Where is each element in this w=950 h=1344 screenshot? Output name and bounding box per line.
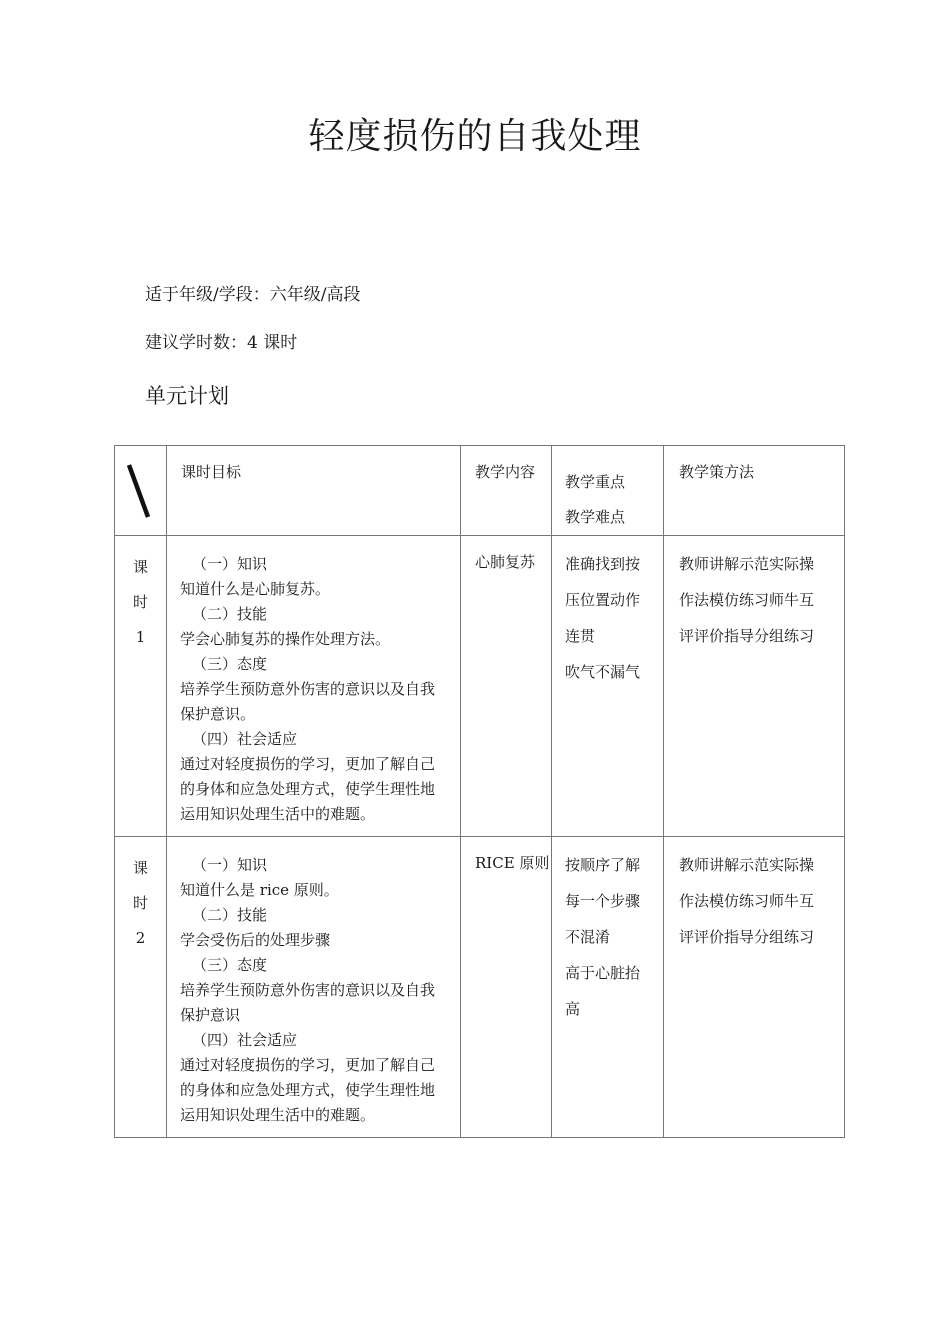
goal-subheading: （三）态度 [192,956,268,974]
lesson-label-cell [115,536,167,837]
lesson-goals-cell [167,837,461,1138]
lesson-key-cell [552,837,664,1138]
goal-text: 学会心肺复苏的操作处理方法。 [180,630,391,648]
header-goal-cell [167,446,461,536]
lesson-goals [167,837,460,1128]
method-line: 评评价指导分组练习 [679,627,815,645]
lesson-goals [167,536,460,827]
lesson-label [115,536,166,655]
section-heading: 单元计划 [145,384,229,408]
header-method: 教学策方法 [679,463,755,481]
lesson-content-cell [461,837,552,1138]
lesson-goals-cell [167,536,461,837]
lesson-method [664,536,844,654]
lesson-label-char: 2 [135,929,146,947]
lesson-label-char: 时 [132,894,148,912]
lesson-method [664,837,844,955]
goal-subheading: （四）社会适应 [192,730,298,748]
goal-text: 的身体和应急处理方式，使学生理性地 [180,1081,436,1099]
goal-subheading: （二）技能 [192,605,268,623]
header-corner-cell [115,446,167,536]
lesson-label-char: 课 [132,859,148,877]
lesson-label-char: 1 [135,628,146,646]
key-point-line: 吹气不漏气 [565,663,641,681]
lesson-content: RICE 原则 [475,854,550,872]
table-row [115,837,845,1138]
goal-text: 知道什么是心肺复苏。 [180,580,331,598]
lesson-key-points [552,837,663,1027]
method-line: 作法模仿练习师牛互 [679,892,815,910]
header-key-group [552,446,663,535]
lesson-content: 心肺复苏 [475,553,536,571]
key-point-line: 每一个步骤 [565,892,641,910]
header-goal: 课时目标 [181,463,242,481]
table-header-row [115,446,845,536]
key-point-line: 高于心脏抬 [565,964,641,982]
goal-text: 保护意识 [180,1006,241,1024]
goal-text: 保护意识。 [180,705,256,723]
header-method-cell [664,446,845,536]
method-line: 作法模仿练习师牛互 [679,591,815,609]
lesson-key-cell [552,536,664,837]
goal-subheading: （二）技能 [192,906,268,924]
header-key-cell [552,446,664,536]
key-point-line: 准确找到按 [565,555,641,573]
method-line: 教师讲解示范实际操 [679,856,815,874]
header-difficulty: 教学难点 [565,508,626,526]
goal-text: 学会受伤后的处理步骤 [180,931,331,949]
lesson-label [115,837,166,956]
key-point-line: 连贯 [565,627,596,645]
goal-subheading: （一）知识 [192,856,268,874]
method-line: 评评价指导分组练习 [679,928,815,946]
unit-plan-table [114,445,845,1138]
goal-text: 培养学生预防意外伤害的意识以及自我 [180,680,436,698]
goal-text: 知道什么是 rice 原则。 [180,881,339,899]
lesson-method-cell [664,536,845,837]
header-content: 教学内容 [475,463,536,481]
goal-text: 通过对轻度损伤的学习，更加了解自己 [180,1056,436,1074]
lesson-method-cell [664,837,845,1138]
lesson-key-points [552,536,663,690]
lesson-label-char: 时 [132,593,148,611]
lesson-label-cell [115,837,167,1138]
key-point-line: 高 [565,1000,581,1018]
goal-subheading: （一）知识 [192,555,268,573]
key-point-line: 不混淆 [565,928,611,946]
hours-line: 建议学时数：4 课时 [145,333,298,353]
lesson-content-cell [461,536,552,837]
grade-line: 适于年级/学段：六年级/高段 [145,285,361,305]
table-row [115,536,845,837]
lesson-label-char: 课 [132,558,148,576]
header-key-point: 教学重点 [565,473,626,491]
header-content-cell [461,446,552,536]
goal-subheading: （四）社会适应 [192,1031,298,1049]
goal-subheading: （三）态度 [192,655,268,673]
goal-text: 通过对轻度损伤的学习，更加了解自己 [180,755,436,773]
goal-text: 的身体和应急处理方式，使学生理性地 [180,780,436,798]
key-point-line: 按顺序了解 [565,856,641,874]
method-line: 教师讲解示范实际操 [679,555,815,573]
goal-text: 运用知识处理生活中的难题。 [180,1106,376,1124]
goal-text: 培养学生预防意外伤害的意识以及自我 [180,981,436,999]
document-title: 轻度损伤的自我处理 [308,116,642,157]
key-point-line: 压位置动作 [565,591,641,609]
diagonal-slash-icon [126,464,152,518]
goal-text: 运用知识处理生活中的难题。 [180,805,376,823]
